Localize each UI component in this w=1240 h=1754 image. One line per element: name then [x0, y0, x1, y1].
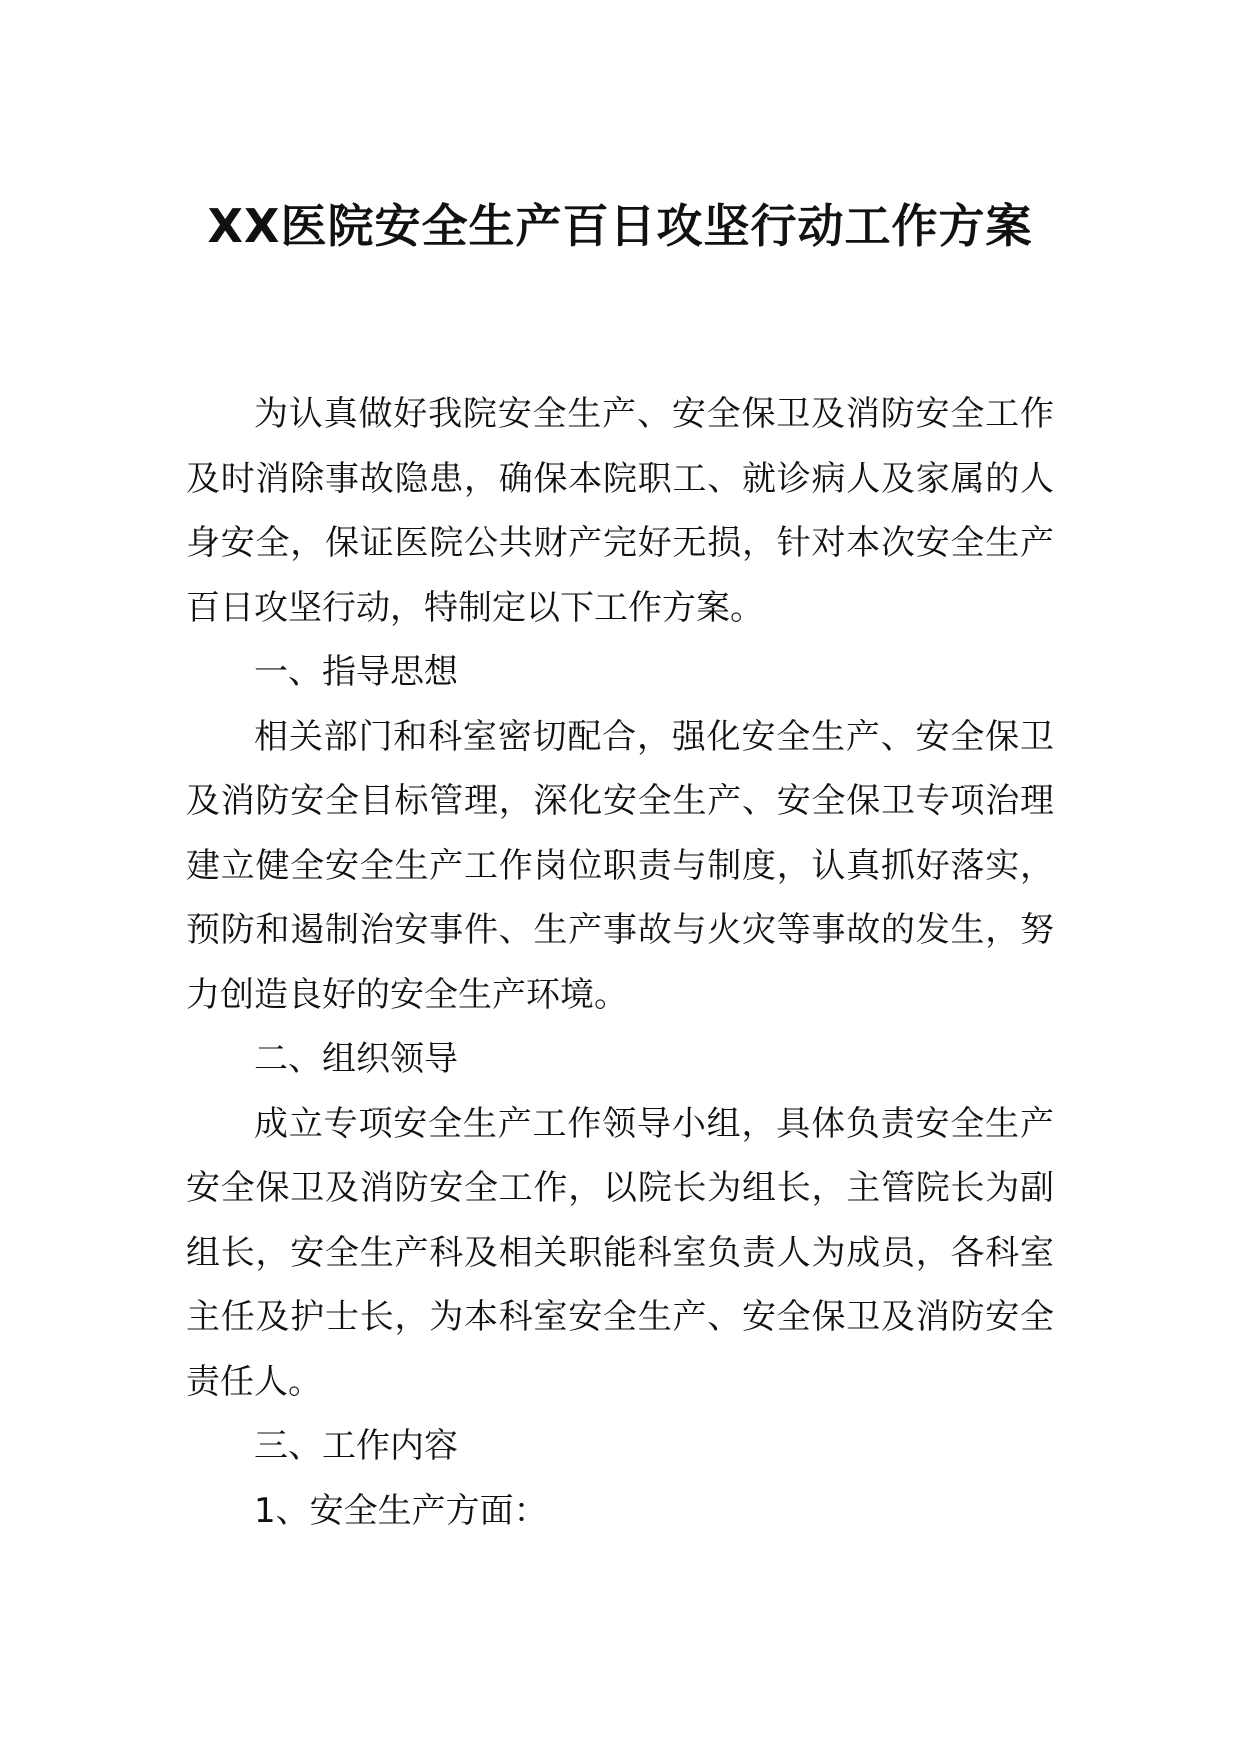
document-body: [186, 382, 1054, 1543]
intro-paragraph: 为认真做好我院安全生产、安全保卫及消防安全工作及时消除事故隐患，确保本院职工、就诊病人及家属的人身安全，保证医院公共财产完好无损，针对本次安全生产百日攻坚行动，特制定以下工作方案。: [186, 394, 1054, 628]
section-heading-guiding-ideology: 一、指导思想: [254, 652, 458, 692]
subsection-heading-production-safety: 1、安全生产方面：: [254, 1490, 548, 1531]
section-heading-work-content: 三、工作内容: [254, 1426, 458, 1466]
document-title: XX医院安全生产百日攻坚行动工作方案: [207, 199, 1033, 253]
section-heading-organization: 二、组织领导: [254, 1039, 458, 1079]
organization-paragraph: 成立专项安全生产工作领导小组，具体负责安全生产安全保卫及消防安全工作，以院长为组长，主管院长为副组长，安全生产科及相关职能科室负责人为成员，各科室主任及护士长，为本科室安全生产、安全保卫及消防安全责任人。: [186, 1103, 1054, 1402]
guiding-ideology-paragraph: 相关部门和科室密切配合，强化安全生产、安全保卫及消防安全目标管理，深化安全生产、安全保卫专项治理建立健全安全生产工作岗位职责与制度，认真抓好落实，预防和遏制治安事件、生产事故与火灾等事故的发生，努力创造良好的安全生产环境。: [186, 716, 1054, 1015]
